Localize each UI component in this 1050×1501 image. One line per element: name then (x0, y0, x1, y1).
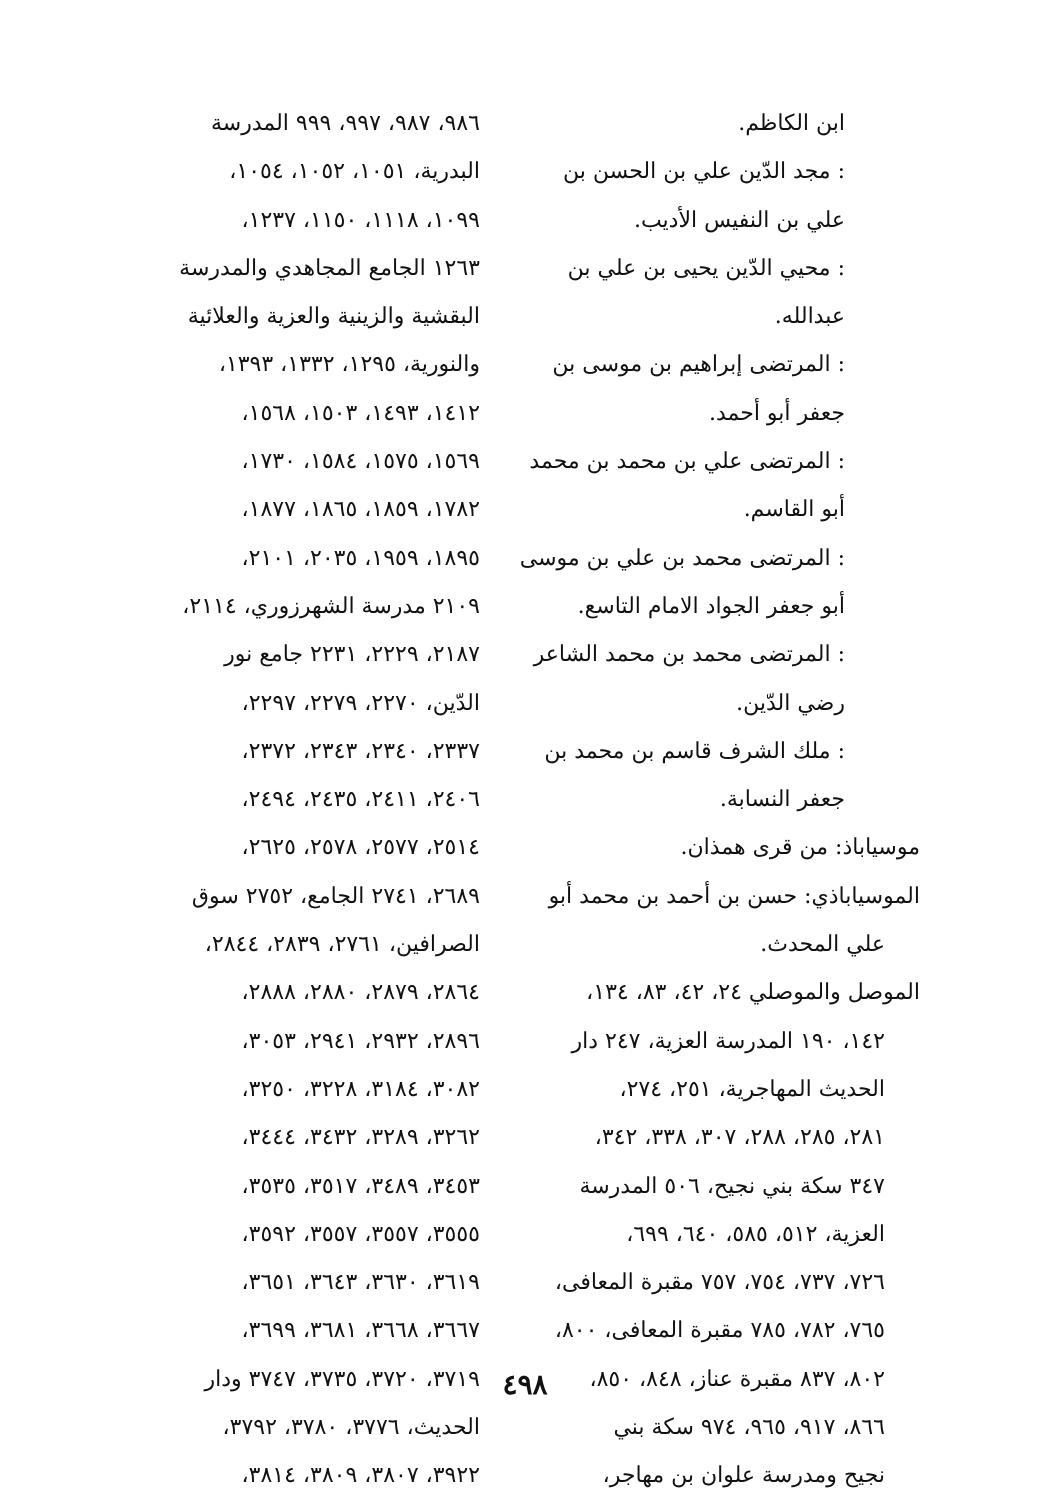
index-line: : محيي الدّين يحيى بن علي بن (567, 255, 845, 281)
left-column (150, 100, 480, 1501)
index-line: الدّين، ٢٢٧٠، ٢٢٧٩، ٢٢٩٧، (241, 690, 480, 716)
index-line: الحديث المهاجرية، ٢٥١، ٢٧٤، (619, 1076, 885, 1102)
index-line: ١٤٢، ١٩٠ المدرسة العزية، ٢٤٧ دار (571, 1028, 885, 1054)
index-line: : المرتضى محمد بن علي بن موسى (519, 545, 845, 571)
index-line: الحديث، ٣٧٧٦، ٣٧٨٠، ٣٧٩٢، (222, 1415, 480, 1441)
index-line: ١٠٩٩، ١١١٨، ١١٥٠، ١٢٣٧، (241, 207, 480, 233)
index-line: ٢١٨٧، ٢٢٢٩، ٢٢٣١ جامع نور (224, 642, 480, 668)
index-line: ٨٦٦، ٩١٧، ٩٦٥، ٩٧٤ سكة بني (613, 1415, 885, 1441)
index-line: ٣٤٥٣، ٣٤٨٩، ٣٥١٧، ٣٥٣٥، (241, 1173, 480, 1199)
index-line: ٣٥٥٥، ٣٥٥٧، ٣٥٥٧، ٣٥٩٢، (241, 1221, 480, 1247)
index-line: ٢١٠٩ مدرسة الشهرزوري، ٢١١٤، (182, 593, 480, 619)
index-line: : ملك الشرف قاسم بن محمد بن (544, 738, 845, 764)
index-line: أبو القاسم. (743, 497, 845, 523)
index-entry-heading: الموسياباذي: حسن بن أحمد بن محمد أبو (548, 883, 920, 909)
index-entry-heading: الموصل والموصلي ٢٤، ٤٢، ٨٣، ١٣٤، (586, 980, 920, 1006)
index-line: العزية، ٥١٢، ٥٨٥، ٦٤٠، ٦٩٩، (626, 1221, 885, 1247)
index-line: : المرتضى إبراهيم بن موسى بن (552, 352, 845, 378)
index-line: : المرتضى محمد بن محمد الشاعر (533, 642, 845, 668)
index-line: ٩٨٦، ٩٨٧، ٩٩٧، ٩٩٩ المدرسة (210, 111, 480, 136)
index-line: ١٥٦٩، ١٥٧٥، ١٥٨٤، ١٧٣٠، (241, 449, 480, 475)
index-line: البقشية والزينية والعزية والعلائية (187, 304, 480, 330)
index-line: ١٧٨٢، ١٨٥٩، ١٨٦٥، ١٨٧٧، (241, 497, 480, 523)
index-line: عبدالله. (774, 304, 845, 330)
index-line: ٨٠٢، ٨٣٧ مقبرة عناز، ٨٤٨، ٨٥٠، (589, 1366, 885, 1392)
index-line: : مجد الدّين علي بن الحسن بن (562, 159, 845, 185)
page-number: ٤٩٨ (502, 1368, 548, 1401)
index-line: ٢٣٣٧، ٢٣٤٠، ٢٣٤٣، ٢٣٧٢، (241, 738, 480, 764)
index-line: ٢٥١٤، ٢٥٧٧، ٢٥٧٨، ٢٦٢٥، (241, 835, 480, 861)
index-line: ٣٢٦٢، ٣٢٨٩، ٣٤٣٢، ٣٤٤٤، (241, 1125, 480, 1151)
index-line: ٣٤٧ سكة بني نجيح، ٥٠٦ المدرسة (579, 1173, 885, 1199)
index-line: جعفر النسابة. (719, 787, 845, 813)
index-line: ٣٩٢٢، ٣٨٠٧، ٣٨٠٩، ٣٨١٤، (241, 1463, 480, 1489)
index-line: : المرتضى علي بن محمد بن محمد (529, 449, 845, 475)
index-entry-heading: موسياباذ: من قرى همذان. (680, 835, 920, 861)
index-line: ١٤١٢، ١٤٩٣، ١٥٠٣، ١٥٦٨، (241, 400, 480, 426)
index-line: ١٢٦٣ الجامع المجاهدي والمدرسة (179, 255, 480, 281)
index-line: ٢٨٩٦، ٢٩٣٢، ٢٩٤١، ٣٠٥٣، (241, 1028, 480, 1054)
index-line: ١٨٩٥، ١٩٥٩، ٢٠٣٥، ٢١٠١، (241, 545, 480, 571)
index-line: ٣٦٦٧، ٣٦٦٨، ٣٦٨١، ٣٦٩٩، (241, 1318, 480, 1344)
index-line: ٧٦٥، ٧٨٢، ٧٨٥ مقبرة المعافى، ٨٠٠، (554, 1318, 885, 1344)
index-line: ٣٧١٩، ٣٧٢٠، ٣٧٣٥، ٣٧٤٧ ودار (204, 1366, 480, 1392)
index-line: ٢٦٨٩، ٢٧٤١ الجامع، ٢٧٥٢ سوق (191, 883, 480, 909)
index-line: نجيح ومدرسة علوان بن مهاجر، (602, 1463, 885, 1489)
index-line: البدرية، ١٠٥١، ١٠٥٢، ١٠٥٤، (229, 159, 480, 185)
index-line: ٧٢٦، ٧٣٧، ٧٥٤، ٧٥٧ مقبرة المعافى، (554, 1270, 885, 1296)
index-line: جعفر أبو أحمد. (708, 400, 845, 426)
index-line: رضي الدّين. (736, 690, 845, 716)
index-line: ابن الكاظم. (738, 111, 845, 136)
index-line: ٣٦١٩، ٣٦٣٠، ٣٦٤٣، ٣٦٥١، (241, 1270, 480, 1296)
index-line: علي المحدث. (760, 932, 885, 958)
index-line: ٢٤٠٦، ٢٤١١، ٢٤٣٥، ٢٤٩٤، (241, 787, 480, 813)
index-line: ٢٨٦٤، ٢٨٧٩، ٢٨٨٠، ٢٨٨٨، (241, 980, 480, 1006)
index-line: علي بن النفيس الأديب. (633, 207, 845, 233)
index-line: والنورية، ١٢٩٥، ١٣٣٢، ١٣٩٣، (218, 352, 480, 378)
index-line: الصرافين، ٢٧٦١، ٢٨٣٩، ٢٨٤٤، (204, 932, 480, 958)
index-line: ٣٠٨٢، ٣١٨٤، ٣٢٢٨، ٣٢٥٠، (241, 1076, 480, 1102)
index-line: أبو جعفر الجواد الامام التاسع. (577, 593, 845, 619)
index-line: ٢٨١، ٢٨٥، ٢٨٨، ٣٠٧، ٣٣٨، ٣٤٢، (594, 1125, 885, 1151)
